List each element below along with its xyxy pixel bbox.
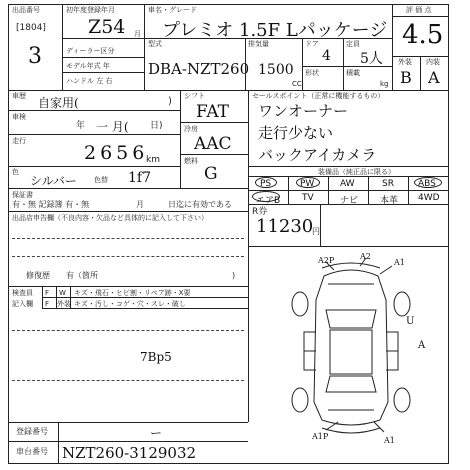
repair-label: 修復歴 — [26, 271, 50, 280]
inspection-year: 年 — [76, 121, 86, 131]
equip-sr: SR — [382, 179, 394, 189]
divider — [245, 38, 246, 90]
car-name-label: 車名・グレード — [148, 6, 197, 14]
divider — [42, 308, 248, 309]
equip-ps: PS — [260, 179, 272, 189]
divider — [8, 211, 248, 212]
divider — [248, 246, 449, 247]
divider — [8, 286, 248, 287]
color-no-label: 色替 — [94, 176, 108, 184]
rear-bumper — [322, 428, 380, 433]
loading-unit: kg — [380, 80, 389, 88]
model-label: 型式 — [148, 40, 162, 48]
equip-airbag: エアB — [256, 196, 281, 206]
car-diagram — [262, 252, 440, 442]
damage-mark: A — [418, 340, 426, 351]
divider — [8, 110, 180, 111]
divider — [144, 4, 145, 38]
damage-mark: A1 — [394, 258, 405, 267]
price-label: R券 — [252, 207, 268, 217]
divider — [368, 176, 369, 204]
registration-value: ー — [150, 426, 163, 440]
divider — [62, 4, 63, 90]
displacement-unit: CC — [292, 80, 302, 88]
note-line — [12, 330, 244, 331]
lot-label: 出品番号 — [12, 6, 40, 14]
divider — [248, 246, 249, 422]
registration-label: 登録番号 — [16, 427, 48, 436]
inspector-label: 記入欄 — [12, 300, 33, 308]
divider — [8, 188, 248, 189]
grades-title: 評 価 点 — [406, 6, 432, 14]
divider — [8, 90, 449, 91]
ac-value: AAC — [194, 134, 232, 154]
wheel-front-right — [394, 292, 410, 316]
first-reg-value: Z54 — [88, 16, 126, 38]
mark-leader — [380, 266, 392, 274]
inspection-label: 車検 — [12, 113, 26, 121]
divider — [248, 190, 449, 191]
inspector-handwritten: 7Bp5 — [140, 350, 172, 364]
equip-pw: PW — [300, 179, 315, 189]
equip-aw: AW — [340, 179, 355, 189]
equip-navi: ナビ — [340, 196, 359, 206]
mileage-label: 走行 — [12, 137, 26, 145]
warranty-note: 日迄に有効である — [168, 200, 232, 209]
usage-close: ) — [168, 96, 172, 107]
chassis-value: NZT260-3129032 — [62, 444, 197, 462]
divider — [328, 176, 329, 204]
inspector-code: W — [59, 289, 66, 297]
usage-label: 車歴 — [12, 92, 26, 100]
damage-mark: A2 — [360, 252, 371, 261]
color-no-value: 1f7 — [128, 170, 151, 186]
warranty-label: 保証書 — [12, 191, 33, 199]
equip-circle-mark — [414, 177, 442, 188]
equip-tv: TV — [302, 193, 314, 203]
model-value: DBA-NZT260 — [148, 60, 250, 78]
mileage-value: 2656 — [84, 142, 149, 164]
first-reg-label: 初年度登録年月 — [66, 6, 115, 14]
divider — [320, 204, 321, 246]
inspector-legend: キズ・汚し・コゲ・穴・スレ・破し — [74, 300, 186, 308]
inspection-month: 一 月( — [96, 120, 129, 134]
divider — [392, 16, 449, 17]
divider — [8, 441, 248, 442]
damage-mark: A1P — [312, 432, 329, 441]
price-unit: 円 — [312, 227, 320, 236]
divider — [302, 38, 303, 90]
divider — [248, 176, 449, 177]
divider — [180, 90, 181, 188]
inspector-code: F — [45, 300, 50, 308]
note-line — [12, 238, 244, 239]
note-line — [12, 256, 244, 257]
chassis-label: 車台番号 — [16, 447, 48, 456]
model-year-label: モデル年式 年 — [66, 62, 110, 70]
divider — [62, 72, 144, 73]
divider — [343, 38, 344, 90]
interior-grade: A — [428, 68, 440, 87]
divider — [58, 422, 59, 464]
color-value: シルバー — [30, 174, 77, 188]
mark-leader — [374, 422, 384, 432]
sales-point-line: バックアイカメラ — [258, 146, 377, 164]
damage-mark: A1 — [384, 436, 395, 445]
divider — [288, 176, 289, 204]
inspector-label: 検査員 — [12, 289, 33, 297]
warranty-text: 有・無 記録簿 有・無 — [12, 200, 90, 209]
divider — [248, 166, 449, 167]
wheel-rear-left — [292, 388, 308, 412]
equip-circle-mark — [252, 191, 280, 202]
displacement-value: 1500 — [258, 62, 294, 78]
divider — [248, 90, 249, 246]
shape-label: 形状 — [305, 69, 319, 77]
ac-label: 冷房 — [184, 125, 198, 133]
exterior-label: 外装 — [398, 58, 412, 66]
dealer-label: ディーラー区分 — [66, 47, 115, 55]
repair-value: 有（箇所 — [66, 271, 98, 280]
shift-label: シフト — [184, 92, 205, 100]
capacity-value: 5人 — [360, 51, 383, 67]
color-label: 色 — [12, 168, 19, 176]
car-body-outline — [314, 270, 388, 425]
divider — [144, 38, 145, 90]
equip-abs: ABS — [418, 179, 436, 189]
notes-title: 出品店申告欄（不良内容・欠品など具体的に記入して下さい） — [12, 214, 208, 222]
sales-point-line: ワンオーナー — [258, 102, 349, 120]
warranty-period: 月 — [136, 200, 144, 209]
divider — [8, 134, 180, 135]
damage-mark: U — [406, 316, 415, 327]
repair-close: ) — [232, 271, 236, 280]
divider — [420, 56, 421, 90]
wheel-front-left — [292, 292, 308, 316]
inspector-code: F — [45, 289, 50, 297]
inspector-code: 外装 — [57, 300, 71, 308]
lot-number: 3 — [28, 44, 42, 69]
door-value: 4 — [322, 48, 331, 64]
usage-value: 自家用( — [38, 96, 79, 110]
windshield-outline — [326, 310, 376, 328]
divider — [180, 154, 248, 155]
roof-outline — [330, 330, 372, 374]
divider — [408, 176, 409, 204]
equip-4wd: 4WD — [418, 193, 440, 203]
divider — [180, 122, 248, 123]
inspection-day: 日) — [150, 121, 163, 131]
shift-value: FAT — [196, 102, 230, 122]
capacity-label: 定員 — [346, 40, 360, 48]
note-line — [12, 380, 244, 381]
sales-points-title: セールスポイント（正常に機能するもの） — [252, 92, 385, 100]
equip-circle-mark — [296, 177, 320, 188]
displacement-label: 排気量 — [248, 40, 269, 48]
damage-mark: A2P — [318, 256, 335, 265]
fuel-value: G — [204, 164, 218, 184]
divider — [42, 297, 248, 298]
lot-code: [1804] — [16, 23, 46, 33]
grade-score: 4.5 — [402, 20, 444, 50]
divider — [62, 57, 144, 58]
first-reg-suffix: 月 — [134, 30, 141, 38]
divider — [8, 166, 180, 167]
wheel-rear-right — [394, 388, 410, 412]
car-name-value: プレミオ 1.5F Lパッケージ — [162, 20, 388, 41]
sales-point-line: 走行少ない — [258, 124, 334, 142]
handle-label: ハンドル 左 右 — [66, 77, 113, 85]
divider — [8, 422, 248, 423]
equip-circle-mark — [255, 177, 277, 188]
door-label: ドア — [305, 40, 319, 48]
equip-leather: 本革 — [380, 196, 399, 206]
equipment-title: 装備品（純正品に限る） — [318, 168, 395, 176]
fuel-label: 燃料 — [184, 157, 198, 165]
price-value: 11230 — [256, 216, 314, 237]
exterior-grade: B — [400, 68, 412, 87]
loading-label: 積載 — [346, 69, 360, 77]
interior-label: 内装 — [426, 58, 440, 66]
inspector-legend: キズ・飛石・ヒビ割・リペア跡・X要 — [74, 289, 191, 297]
rear-window-outline — [326, 376, 376, 392]
mileage-unit: km — [146, 155, 160, 165]
